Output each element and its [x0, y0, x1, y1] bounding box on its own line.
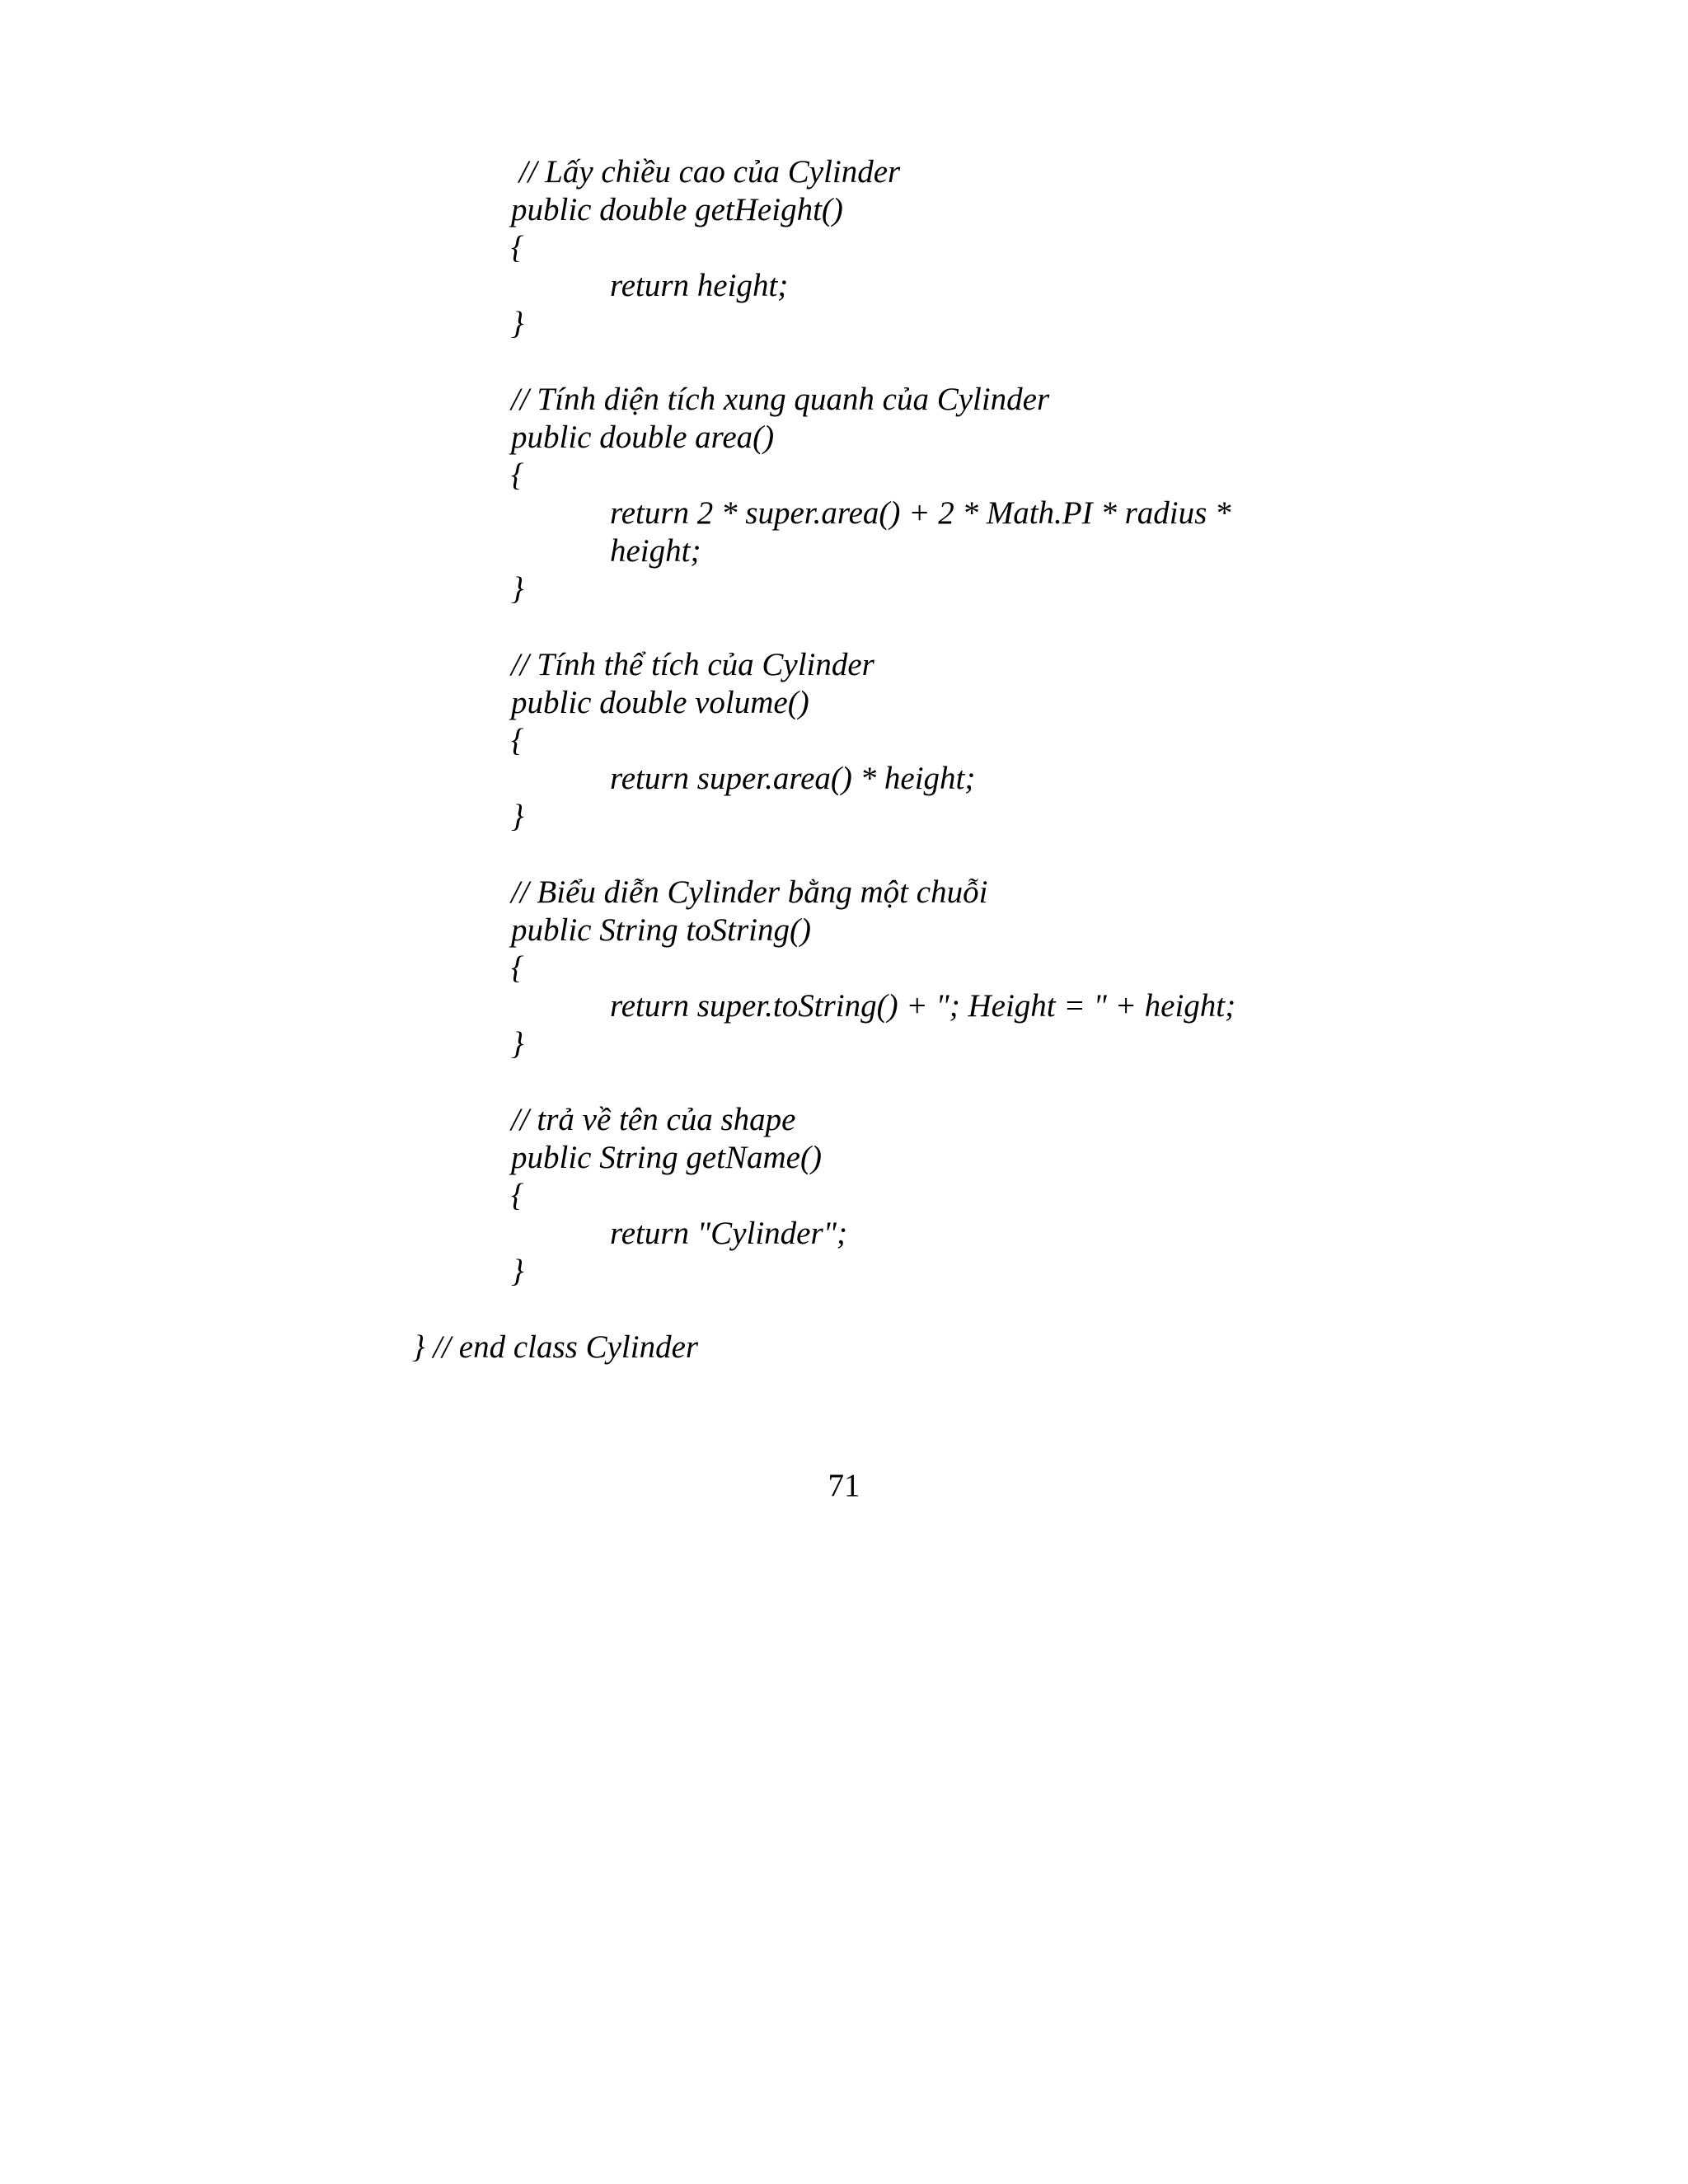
code-statement: return super.toString() + "; Height = " + height;	[610, 988, 1236, 1024]
page-number: 71	[828, 1468, 860, 1503]
code-statement: return "Cylinder";	[610, 1216, 848, 1251]
code-statement-continuation: height;	[610, 533, 701, 569]
comment-volume: // Tính thể tích của Cylinder	[511, 647, 874, 682]
comment-get-height: // Lấy chiều cao của Cylinder	[511, 154, 901, 190]
code-statement: return super.area() * height;	[610, 761, 976, 796]
open-brace: {	[511, 723, 524, 758]
close-brace: }	[511, 306, 524, 341]
comment-to-string: // Biểu diễn Cylinder bằng một chuỗi	[511, 874, 988, 910]
method-signature-area: public double area()	[511, 419, 775, 455]
comment-area: // Tính diện tích xung quanh của Cylinder	[511, 382, 1050, 417]
open-brace: {	[511, 230, 524, 265]
method-signature-to-string: public String toString()	[511, 912, 811, 948]
close-brace: }	[511, 1026, 524, 1062]
close-brace: }	[511, 1254, 524, 1289]
method-signature-volume: public double volume()	[511, 685, 809, 720]
open-brace: {	[511, 1178, 524, 1213]
method-signature-get-height: public double getHeight()	[511, 192, 843, 227]
close-brace: }	[511, 571, 524, 607]
open-brace: {	[511, 950, 524, 986]
code-statement: return 2 * super.area() + 2 * Math.PI * radius *	[610, 495, 1231, 531]
class-end: } // end class Cylinder	[412, 1329, 699, 1365]
open-brace: {	[511, 457, 524, 493]
comment-get-name: // trả về tên của shape	[511, 1102, 796, 1137]
code-statement: return height;	[610, 268, 789, 303]
method-signature-get-name: public String getName()	[511, 1140, 822, 1175]
close-brace: }	[511, 799, 524, 834]
